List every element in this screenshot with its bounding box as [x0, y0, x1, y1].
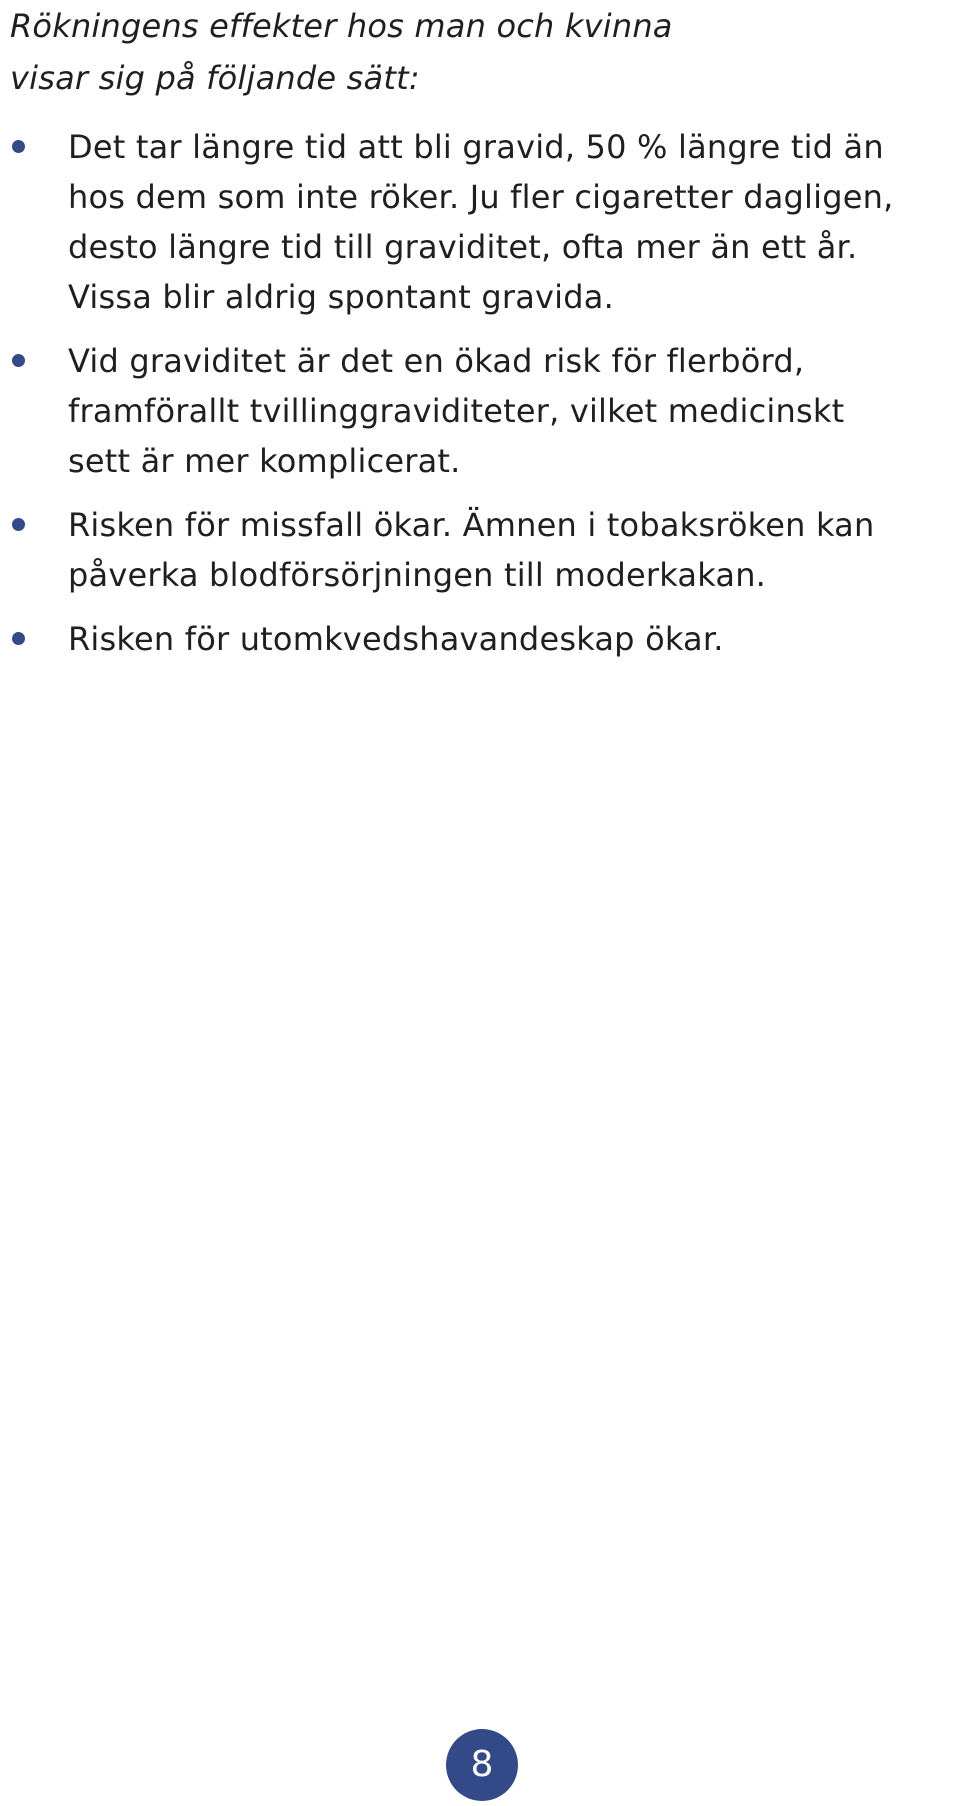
list-item-line: Vid graviditet är det en ökad risk för flerbörd,: [68, 342, 805, 380]
list-item-line: hos dem som inte röker. Ju fler cigaretter dagligen,: [68, 178, 894, 216]
intro-line: visar sig på följande sätt:: [10, 59, 420, 97]
bullet-dot-icon: [12, 518, 25, 531]
list-item: [0, 614, 950, 664]
list-item-line: Risken för utomkvedshavandeskap ökar.: [68, 620, 724, 658]
intro-heading: [10, 0, 910, 104]
page-number-badge: 8: [446, 1729, 518, 1801]
list-item-line: sett är mer komplicerat.: [68, 442, 461, 480]
intro-line: Rökningens effekter hos man och kvinna: [10, 7, 673, 45]
bullet-dot-icon: [12, 140, 25, 153]
list-item: [0, 336, 950, 486]
effects-list: [0, 122, 960, 678]
list-item-line: påverka blodförsörjningen till moderkakan.: [68, 556, 767, 594]
bullet-dot-icon: [12, 632, 25, 645]
list-item-line: Det tar längre tid att bli gravid, 50 % längre tid än: [68, 128, 884, 166]
list-item-line: framförallt tvillinggraviditeter, vilket medicinskt: [68, 392, 845, 430]
list-item-line: Vissa blir aldrig spontant gravida.: [68, 278, 614, 316]
list-item-line: desto längre tid till graviditet, ofta mer än ett år.: [68, 228, 858, 266]
list-item: [0, 122, 950, 322]
list-item: [0, 500, 950, 600]
bullet-dot-icon: [12, 354, 25, 367]
list-item-line: Risken för missfall ökar. Ämnen i tobaksröken kan: [68, 506, 875, 544]
